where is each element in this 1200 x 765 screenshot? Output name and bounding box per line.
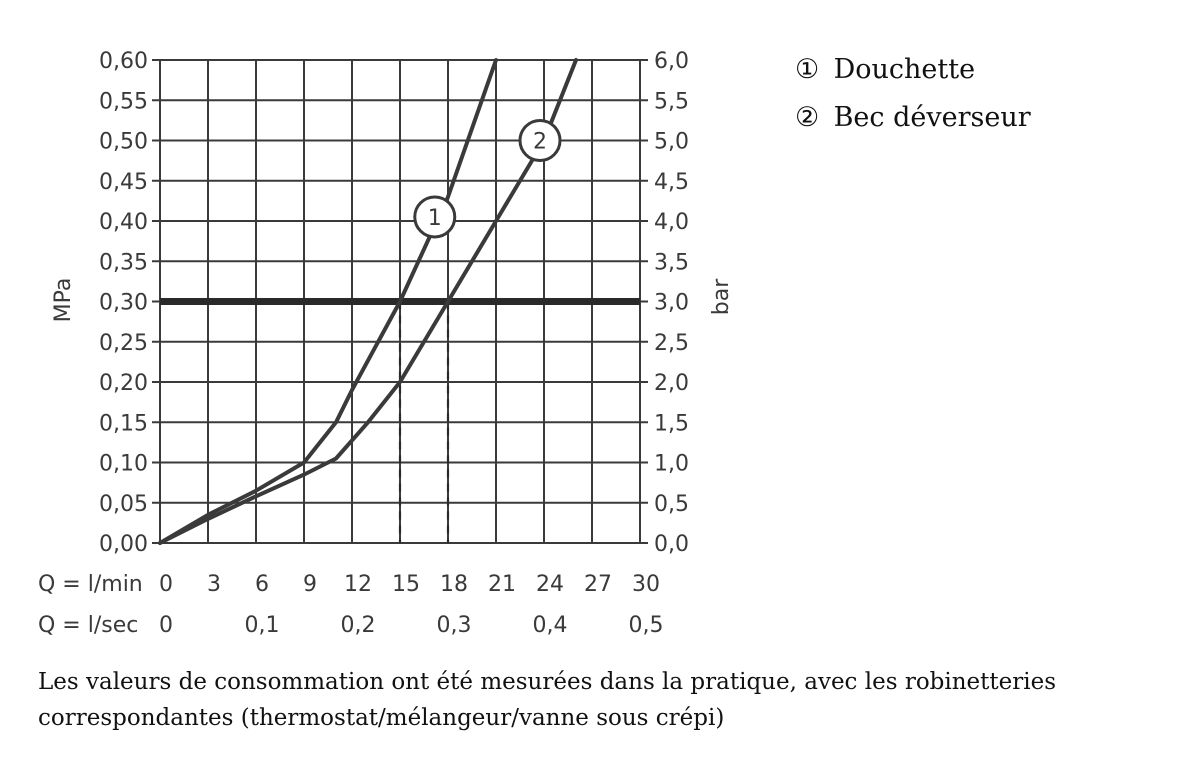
series-badge-label-1: 1 (427, 205, 442, 231)
x-axis-title-lsec: Q = l/sec (38, 613, 139, 638)
legend-marker-2: ② (795, 102, 820, 133)
x-tick-label-lmin: 15 (392, 572, 420, 597)
legend-label-1: Douchette (833, 54, 976, 85)
y-tick-label-left: 0,25 (99, 330, 148, 356)
x-tick-label-lsec: 0,4 (532, 613, 568, 638)
y-tick-label-left: 0,60 (99, 49, 148, 74)
y-tick-label-right: 5,5 (654, 89, 689, 115)
y-tick-label-right: 4,0 (654, 210, 689, 235)
y-tick-label-right: 5,0 (654, 129, 689, 155)
caption-line-2: correspondantes (thermostat/mélangeur/vanne sous crépi) (38, 705, 725, 731)
x-tick-label-lmin: 27 (584, 572, 612, 597)
x-axis-title-lmin: Q = l/min (38, 572, 143, 597)
y-tick-label-right: 6,0 (654, 49, 689, 74)
x-tick-label-lsec: 0,3 (436, 613, 472, 638)
legend-item-1 (795, 52, 1031, 100)
x-tick-label-lmin: 30 (632, 572, 660, 597)
y-tick-label-left: 0,10 (99, 451, 148, 477)
caption (38, 664, 1158, 736)
x-tick-label-lmin: 18 (440, 572, 468, 597)
y-tick-label-left: 0,00 (99, 532, 148, 557)
x-tick-label-lmin: 0 (159, 572, 173, 597)
x-tick-label-lmin: 21 (488, 572, 516, 597)
x-tick-label-lmin: 3 (207, 572, 221, 597)
y-tick-label-right: 3,5 (654, 250, 689, 276)
x-tick-label-lsec: 0 (159, 613, 173, 638)
y-tick-label-right: 1,5 (654, 411, 689, 437)
x-tick-label-lsec: 0,2 (340, 613, 376, 638)
y-tick-label-right: 2,0 (654, 371, 689, 396)
y-tick-label-left: 0,35 (99, 250, 148, 276)
legend-label-2: Bec déverseur (833, 102, 1031, 133)
y-tick-label-right: 2,5 (654, 330, 689, 356)
y-tick-label-left: 0,55 (99, 89, 148, 115)
y-tick-label-left: 0,50 (99, 129, 148, 155)
legend (795, 52, 1031, 148)
y-tick-label-left: 0,15 (99, 411, 148, 437)
x-tick-label-lsec: 0,1 (244, 613, 280, 638)
y-tick-label-right: 0,0 (654, 532, 689, 557)
y-tick-label-right: 0,5 (654, 491, 689, 517)
y-tick-label-left: 0,20 (99, 371, 148, 396)
y-tick-label-left: 0,40 (99, 210, 148, 235)
x-tick-label-lmin: 12 (344, 572, 372, 597)
x-tick-label-lmin: 6 (255, 572, 269, 597)
y-axis-title-left: MPa (51, 277, 76, 323)
y-tick-label-left: 0,30 (99, 290, 148, 316)
y-axis-title-right: bar (709, 278, 734, 316)
y-tick-label-left: 0,45 (99, 169, 148, 195)
legend-marker-1: ① (795, 54, 820, 85)
x-tick-label-lmin: 24 (536, 572, 564, 597)
legend-item-2 (795, 100, 1031, 148)
x-tick-label-lsec: 0,5 (628, 613, 664, 638)
y-tick-label-right: 4,5 (654, 169, 689, 195)
x-tick-label-lmin: 9 (303, 572, 317, 597)
y-tick-label-left: 0,05 (99, 491, 148, 517)
series-badge-label-2: 2 (533, 129, 547, 155)
y-tick-label-right: 3,0 (654, 290, 689, 316)
caption-line-1: Les valeurs de consommation ont été mesurées dans la pratique, avec les robinetteries (38, 669, 1057, 695)
y-tick-label-right: 1,0 (654, 451, 689, 477)
